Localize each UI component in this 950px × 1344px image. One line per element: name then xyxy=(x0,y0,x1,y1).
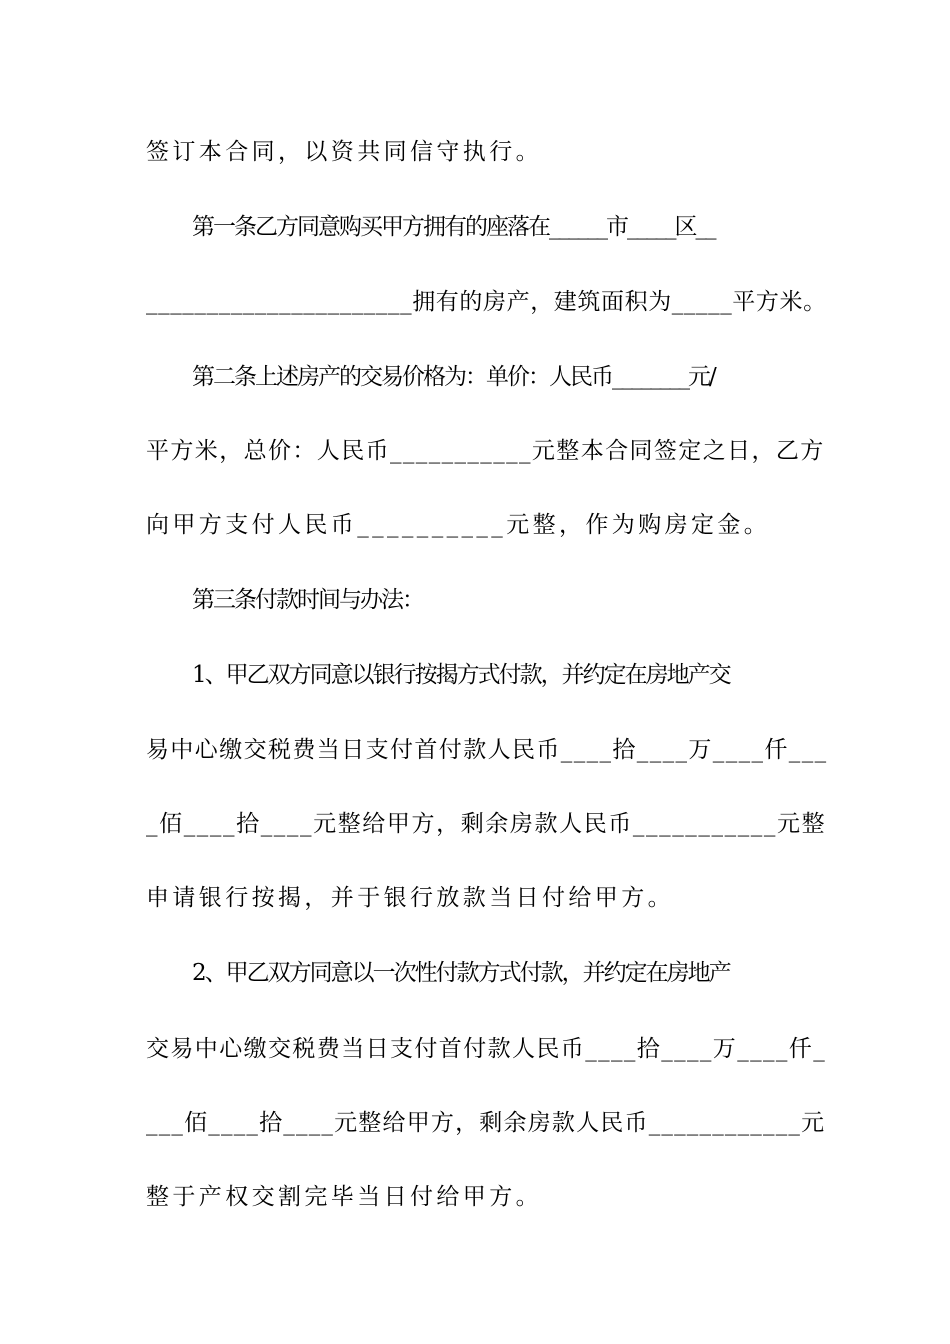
text-line: 交易中心缴交税费当日支付首付款人民币____拾____万____仟_ xyxy=(146,1036,827,1062)
text-line: 申请银行按揭，并于银行放款当日付给甲方。 xyxy=(146,885,674,911)
text-line: 易中心缴交税费当日支付首付款人民币____拾____万____仟___ xyxy=(146,737,828,763)
text-line: 第一条乙方同意购买甲方拥有的座落在______市_____区__ xyxy=(192,214,715,240)
text-line: ___佰____拾____元整给甲方，剩余房款人民币____________元 xyxy=(146,1110,826,1136)
text-line: 第二条上述房产的交易价格为：单价：人民币________元/ xyxy=(192,364,715,390)
text-line: _佰____拾____元整给甲方，剩余房款人民币___________元整 xyxy=(146,811,827,837)
text-line: 平方米，总价：人民币___________元整本合同签定之日，乙方 xyxy=(146,438,825,464)
text-line: 第三条付款时间与办法： xyxy=(192,587,423,613)
text-line: 签订本合同，以资共同信守执行。 xyxy=(146,139,542,165)
text-line: 2、甲乙双方同意以一次性付款方式付款，并约定在房地产 xyxy=(192,960,730,986)
text-line: ______________________拥有的房产，建筑面积为_____平方米。 xyxy=(146,289,827,315)
text-line: 向甲方支付人民币__________元整，作为购房定金。 xyxy=(146,512,771,538)
text-line: 1、甲乙双方同意以银行按揭方式付款，并约定在房地产交 xyxy=(192,662,730,688)
text-line: 整于产权交割完毕当日付给甲方。 xyxy=(146,1184,542,1210)
